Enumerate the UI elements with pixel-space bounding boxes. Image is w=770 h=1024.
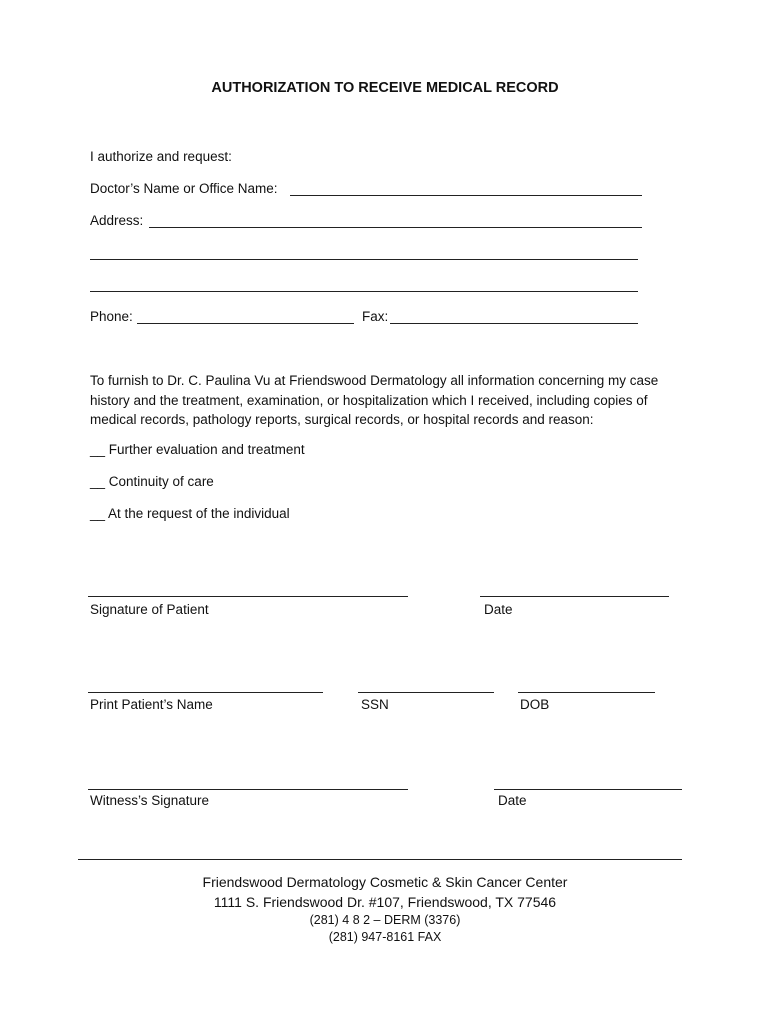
fax-label: Fax: [362, 309, 389, 324]
patient-signature-line[interactable] [88, 596, 408, 597]
witness-date-label: Date [498, 793, 527, 808]
witness-signature-label: Witness’s Signature [90, 793, 210, 808]
ssn-label: SSN [361, 697, 389, 712]
reason-continuity-of-care[interactable]: __ Continuity of care [90, 474, 214, 489]
footer-phone: (281) 4 8 2 – DERM (3376) [309, 913, 461, 927]
print-name-line[interactable] [88, 692, 323, 693]
signature-date-label: Date [484, 602, 513, 617]
doctor-name-row [90, 180, 278, 198]
address-field-line-1[interactable] [149, 227, 642, 228]
authorization-paragraph: To furnish to Dr. C. Paulina Vu at Friendswood Dermatology all information concerning my case history and the treatment, examination, or hospitalization which I received, including copies of medical records, pathology reports, surgical records, or hospital records and reason: [90, 373, 659, 427]
reason-request-of-individual[interactable]: __ At the request of the individual [90, 506, 290, 521]
witness-date-line[interactable] [494, 789, 682, 790]
phone-label: Phone: [90, 309, 133, 324]
footer-clinic-name: Friendswood Dermatology Cosmetic & Skin Cancer Center [202, 874, 568, 890]
signature-of-patient-label: Signature of Patient [90, 602, 209, 617]
doctor-name-label: Doctor’s Name or Office Name: [90, 181, 278, 196]
footer-fax: (281) 947-8161 FAX [328, 930, 442, 944]
address-label: Address: [90, 213, 144, 228]
ssn-line[interactable] [358, 692, 494, 693]
dob-label: DOB [520, 697, 550, 712]
footer-address: 1111 S. Friendswood Dr. #107, Friendswood, TX 77546 [213, 894, 557, 910]
form-title: AUTHORIZATION TO RECEIVE MEDICAL RECORD [211, 80, 559, 96]
dob-line[interactable] [518, 692, 655, 693]
address-field-line-3[interactable] [90, 291, 638, 292]
print-patient-name-label: Print Patient’s Name [90, 697, 213, 712]
footer-divider [78, 859, 682, 860]
witness-signature-line[interactable] [88, 789, 408, 790]
phone-field[interactable] [137, 323, 354, 324]
doctor-name-field[interactable] [290, 195, 642, 196]
fax-field[interactable] [390, 323, 638, 324]
reason-further-evaluation[interactable]: __ Further evaluation and treatment [90, 442, 305, 457]
signature-date-line[interactable] [480, 596, 669, 597]
intro-text: I authorize and request: [90, 149, 232, 164]
address-field-line-2[interactable] [90, 259, 638, 260]
